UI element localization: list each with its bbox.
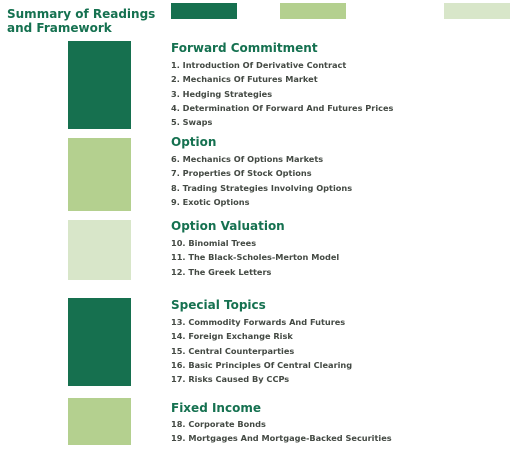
section-heading-special-topics: Special Topics	[171, 298, 266, 312]
section-list-option-valuation	[171, 236, 339, 279]
section-block-fixed-income	[68, 398, 131, 445]
section-list-special-topics	[171, 315, 352, 386]
list-item: 6. Mechanics Of Options Markets	[171, 154, 324, 164]
list-item: 12. The Greek Letters	[171, 266, 272, 277]
list-item: 19. Mortgages And Mortgage-Backed Securities	[171, 433, 392, 444]
section-block-forward-commitment	[68, 41, 131, 129]
list-item: 2. Mechanics Of Futures Market	[171, 74, 318, 85]
list-item: 4. Determination Of Forward And Futures Prices	[171, 102, 394, 113]
list-item: 1. Introduction Of Derivative Contract	[171, 60, 347, 70]
list-item: 3. Hedging Strategies	[171, 88, 273, 99]
page-title: Summary of Readings and Framework	[7, 7, 156, 35]
section-block-option	[68, 138, 131, 211]
section-heading-option-valuation: Option Valuation	[171, 219, 285, 233]
list-item: 5. Swaps	[171, 117, 213, 128]
section-list-fixed-income	[171, 417, 392, 446]
section-heading-option: Option	[171, 135, 217, 149]
legend-swatch-dark	[171, 3, 237, 19]
legend-swatch-light	[444, 3, 510, 19]
section-heading-fixed-income: Fixed Income	[171, 401, 261, 415]
list-item: 11. The Black-Scholes-Merton Model	[171, 252, 340, 263]
list-item: 13. Commodity Forwards And Futures	[171, 317, 346, 327]
list-item: 16. Basic Principles Of Central Clearing	[171, 359, 353, 370]
section-list-option	[171, 152, 352, 209]
list-item: 7. Properties Of Stock Options	[171, 168, 312, 179]
list-item: 18. Corporate Bonds	[171, 419, 266, 429]
section-block-special-topics	[68, 298, 131, 386]
section-list-forward-commitment	[171, 58, 393, 129]
list-item: 14. Foreign Exchange Risk	[171, 331, 293, 342]
section-block-option-valuation	[68, 220, 131, 280]
section-heading-forward-commitment: Forward Commitment	[171, 41, 318, 55]
list-item: 15. Central Counterparties	[171, 345, 295, 356]
list-item: 8. Trading Strategies Involving Options	[171, 182, 353, 193]
list-item: 10. Binomial Trees	[171, 238, 257, 248]
list-item: 9. Exotic Options	[171, 196, 250, 207]
list-item: 17. Risks Caused By CCPs	[171, 374, 290, 385]
legend-swatch-mid	[280, 3, 346, 19]
